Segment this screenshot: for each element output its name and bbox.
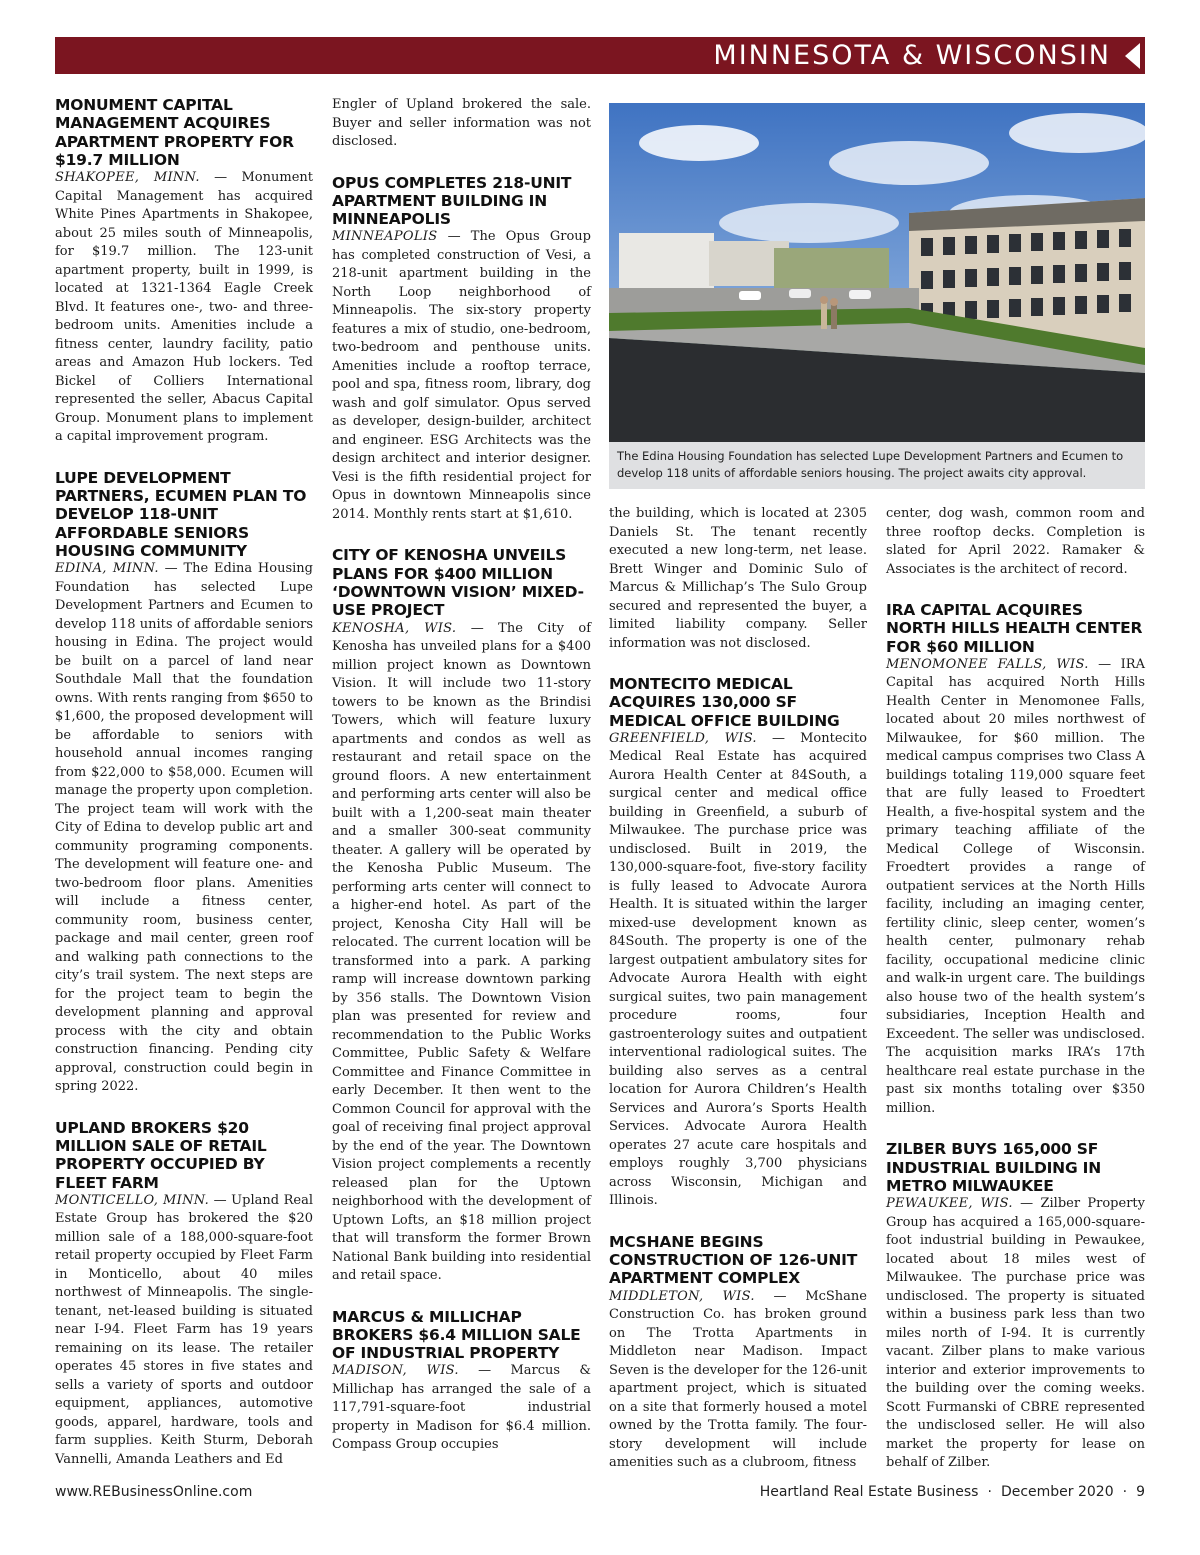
body-text: — Montecito Medical Real Estate has acquired Aurora Health Center at 84South, a surgical center and medical office building in Greenfield, a suburb of Milwaukee. The purchase price was undisclosed. Built in 2019, the 130,000-square-foot, five-story facility is fully leased to Advocate Aurora Health. It is situated within the larger mixed-use development known as 84South. The property is one of the largest outpatient ambulatory sites for Advocate Aurora Health with eight surgical suites, two pain management procedure rooms, four gastroenterology suites and outpatient interventional radiological suites. The building also serves as a central location for Aurora Children’s Health Services and Aurora’s Sports Health Services. Advocate Aurora Health operates 27 acute care hospitals and employs roughly 3,700 physicians across Wisconsin, Michigan and Illinois.: [609, 730, 867, 1209]
article-body: [332, 228, 591, 524]
article-kenosha: [332, 546, 591, 1285]
dateline: MADISON, WIS.: [332, 1363, 459, 1379]
article-upland-continued: [332, 96, 591, 152]
headline: OPUS COMPLETES 218-UNIT APARTMENT BUILDING IN MINNEAPOLIS: [332, 173, 572, 229]
dateline: PEWAUKEE, WIS.: [886, 1196, 1013, 1212]
dateline: MONTICELLO, MINN.: [55, 1192, 210, 1208]
body-text: — McShane Construction Co. has broken ground on The Trotta Apartments in Middleton near Madison. Impact Seven is the developer for the 126-unit apartment project, which is situated on a site that formerly housed a motel owned by the Trotta family. The four-story development will include amenities such as a clubroom, fitness: [609, 1288, 868, 1471]
dateline: MIDDLETON, WIS.: [609, 1288, 755, 1304]
publication-name: Heartland Real Estate Business: [759, 1484, 979, 1500]
article-marcus: [332, 1308, 591, 1455]
headline: IRA CAPITAL ACQUIRES NORTH HILLS HEALTH CENTER FOR $60 MILLION: [886, 601, 1143, 656]
dateline: EDINA, MINN.: [55, 561, 159, 577]
article-upland: [55, 1119, 313, 1470]
section-title: MINNESOTA & WISCONSIN: [713, 40, 1111, 71]
dateline: MINNEAPOLIS: [332, 229, 438, 245]
article-body: [886, 656, 1145, 1119]
article-mcshane: [609, 1233, 867, 1473]
headline: MARCUS & MILLICHAP BROKERS $6.4 MILLION SALE OF INDUSTRIAL PROPERTY: [332, 1307, 581, 1363]
issue-date: December 2020: [1000, 1484, 1114, 1500]
body-text: — IRA Capital has acquired North Hills Health Center in Menomonee Falls, located about 20 miles northwest of Milwaukee, for $60 million. The medical campus comprises two Class A buildings totaling 119,000 square feet that are fully leased to Froedtert Health, a five-hospital system and the primary teaching affiliate of the Medical College of Wisconsin. Froedtert provides a range of outpatient services at the North Hills facility, including an imaging center, fertility clinic, sleep center, women’s health center, pulmonary rehab facility, occupational medicine clinic and walk-in urgent care. The buildings also house two of the health system’s subsidiaries, Inception Health and Exceedent. The seller was undisclosed. The acquisition marks IRA’s 17th healthcare real estate purchase in the past six months totaling over $350 million.: [886, 656, 1146, 1116]
dateline: GREENFIELD, WIS.: [609, 730, 757, 746]
headline: ZILBER BUYS 165,000 SF INDUSTRIAL BUILDING IN METRO MILWAUKEE: [886, 1140, 1102, 1195]
article-body: [55, 560, 313, 1097]
building-rendering-photo: [609, 103, 1145, 442]
article-body: [609, 730, 867, 1211]
body-text: Engler of Upland brokered the sale. Buyer and seller information was not disclosed.: [332, 97, 591, 149]
dateline: KENOSHA, WIS.: [332, 620, 457, 636]
body-text: — The City of Kenosha has unveiled plans for a $400 million project known as Downtown Vision. It will include two 11-story towers to be known as the Brindisi Towers, which will feature luxury apartments and condos as well as restaurant and retail space on the ground floors. A new entertainment and performing arts center will also be built with a 1,200-seat main theater and a smaller 300-seat community theater. A gallery will be operated by the Kenosha Public Museum. The performing arts center will connect to a higher-end hotel. As part of the project, Kenosha City Hall will be relocated. The current location will be transformed into a park. A parking ramp will increase downtown parking by 356 stalls. The Downtown Vision plan was presented for review and recommendation to the Public Works Committee, Public Safety & Welfare Committee and Finance Committee in early December. It then went to the Common Council for approval with the goal of receiving final project approval by the end of the year. The Downtown Vision project complements a recently released plan for the Uptown neighborhood with the development of Uptown Lofts, an $18 million project that will transform the former Brown National Bank building into residential and retail space.: [332, 620, 592, 1284]
body-text: — Upland Real Estate Group has brokered the $20 million sale of a 188,000-square-foot retail property occupied by Fleet Farm in Monticello, about 40 miles northwest of Minneapolis. The single-tenant, net-leased building is situated near I-94. Fleet Farm has 19 years remaining on its lease. The retailer operates 45 stores in five states and sells a variety of sports and outdoor equipment, appliances, automotive goods, apparel, hardware, tools and farm supplies. Keith Sturm, Deborah Vannelli, Amanda Leathers and Ed: [55, 1192, 313, 1467]
body-text: — Zilber Property Group has acquired a 165,000-square-foot industrial building in Pewaukee, located about 18 miles west of Milwaukee. The purchase price was undisclosed. The property is situated within a business park less than two miles north of I-94. It is currently vacant. Zilber plans to make various interior and exterior improvements to the building over the coming weeks. Scott Furmanski of CBRE represented the undisclosed seller. He will also market the property for lease on behalf of Zilber.: [886, 1196, 1145, 1471]
column-4: [886, 505, 1145, 1495]
column-1: [55, 96, 313, 1491]
article-marcus-continued: [609, 505, 867, 653]
body-text: — The Opus Group has completed construction of Vesi, a 218-unit apartment building in the North Loop neighborhood of Minneapolis. The six-story property features a mix of studio, one-bedroom, two-bedroom and penthouse units. Amenities include a rooftop terrace, pool and spa, fitness room, library, dog wash and golf simulator. Opus served as developer, design-builder, architect and engineer. ESG Architects was the design architect and interior designer. Vesi is the fifth residential project for Opus in downtown Minneapolis since 2014. Monthly rents start at $1,610.: [332, 229, 591, 522]
dateline: SHAKOPEE, MINN.: [55, 170, 200, 186]
body-text: center, dog wash, common room and three rooftop decks. Completion is slated for April 2022. Ramaker & Associates is the architect of record.: [886, 506, 1145, 577]
left-arrow-icon: [1125, 43, 1140, 69]
article-body: [55, 1192, 313, 1470]
body-text: — The Edina Housing Foundation has selected Lupe Development Partners and Ecumen to develop 118 units of affordable seniors housing in Edina. The project would be built on a parcel of land near Southdale Mall that the foundation owns. With rents ranging from $650 to $1,600, the proposed development will be affordable to seniors with household annual incomes ranging from $22,000 to $58,000. Ecumen will manage the property upon completion. The project team will work with the City of Edina to develop public art and community programing components. The development will feature one- and two-bedroom floor plans. Amenities will include a fitness center, community room, business center, package and mail center, green roof and walking path connections to the city’s trail system. The next steps are for the project team to begin the development planning and approval process with the city and obtain construction financing. Pending city approval, construction could begin in spring 2022.: [55, 561, 313, 1095]
separator: ·: [987, 1484, 992, 1500]
dateline: MENOMONEE FALLS, WIS.: [886, 656, 1089, 672]
photo-caption: The Edina Housing Foundation has selected Lupe Development Partners and Ecumen to develop 118 units of affordable seniors housing. The project awaits city approval.: [609, 442, 1145, 489]
article-ira: [886, 601, 1145, 1118]
article-body: [609, 1288, 867, 1473]
website-link[interactable]: www.REBusinessOnline.com: [55, 1484, 253, 1500]
column-3: [609, 505, 867, 1495]
body-text: the building, which is located at 2305 Daniels St. The tenant recently executed a new long-term, net lease. Brett Winger and Dominic Sulo of Marcus & Millichap’s The Sulo Group secured and represented the buyer, a limited liability company. Seller information was not disclosed.: [609, 506, 867, 651]
body-text: — Marcus & Millichap has arranged the sale of a 117,791-square-foot industrial property in Madison for $6.4 million. Compass Group occupies: [332, 1363, 591, 1453]
article-zilber: [886, 1140, 1145, 1472]
article-montecito: [609, 675, 867, 1211]
headline: MCSHANE BEGINS CONSTRUCTION OF 126-UNIT APARTMENT COMPLEX: [609, 1232, 858, 1288]
headline: MONUMENT CAPITAL MANAGEMENT ACQUIRES APARTMENT PROPERTY FOR $19.7 MILLION: [55, 96, 294, 169]
rendering-illustration: [609, 103, 1145, 442]
article-body: [55, 169, 313, 447]
headline: CITY OF KENOSHA UNVEILS PLANS FOR $400 MILLION ‘DOWNTOWN VISION’ MIXED-USE PROJECT: [332, 546, 584, 620]
separator: ·: [1122, 1484, 1128, 1500]
article-opus: [332, 174, 591, 525]
article-mcshane-continued: [886, 505, 1145, 579]
article-body: [886, 1195, 1145, 1473]
article-monument: [55, 96, 313, 447]
article-lupe: [55, 469, 313, 1097]
article-body: [332, 620, 591, 1286]
column-2: [332, 96, 591, 1477]
headline: LUPE DEVELOPMENT PARTNERS, ECUMEN PLAN TO DEVELOP 118-UNIT AFFORDABLE SENIORS HOUSING COMMUNITY: [55, 468, 307, 560]
body-text: — Monument Capital Management has acquired White Pines Apartments in Shakopee, about 25 miles south of Minneapolis, for $19.7 million. The 123-unit apartment property, built in 1999, is located at 1321-1364 Eagle Creek Blvd. It features one-, two- and three-bedroom units. Amenities include a fitness center, laundry facility, patio areas and Amazon Hub lockers. Ted Bickel of Colliers International represented the seller, Abacus Capital Group. Monument plans to implement a capital improvement program.: [55, 170, 313, 445]
headline: UPLAND BROKERS $20 MILLION SALE OF RETAIL PROPERTY OCCUPIED BY FLEET FARM: [55, 1118, 267, 1192]
section-banner: [55, 37, 1145, 74]
page-footer: [760, 1484, 1145, 1500]
page-number: 9: [1136, 1484, 1145, 1500]
headline: MONTECITO MEDICAL ACQUIRES 130,000 SF MEDICAL OFFICE BUILDING: [609, 675, 840, 730]
article-body: [332, 1362, 591, 1455]
